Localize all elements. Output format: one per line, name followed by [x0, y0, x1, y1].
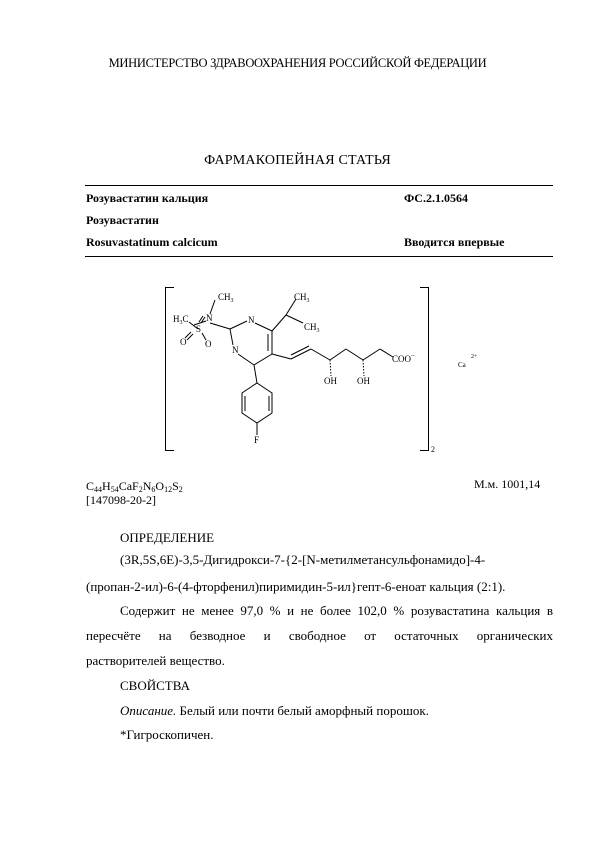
- fluorine-label: F: [254, 435, 260, 445]
- hydroxyl-label-2: OH: [357, 376, 370, 386]
- bonds: [185, 299, 393, 435]
- definition-line-2: (пропан-2-ил)-6-(4-фторфенил)пиримидин-5-ил}гепт-6-еноат кальция (2:1).: [86, 579, 506, 594]
- article-title: ФАРМАКОПЕЙНАЯ СТАТЬЯ: [204, 153, 391, 168]
- bracket-multiplier: 2: [431, 445, 435, 454]
- name-latin: Rosuvastatinum calcicum: [86, 235, 218, 249]
- molar-mass: М.м. 1001,14: [474, 477, 541, 491]
- calcium-label: Ca: [458, 361, 466, 369]
- description: [120, 700, 429, 722]
- carboxylate-label: COO−: [392, 352, 415, 364]
- hygroscopic-note: *Гигроскопичен.: [120, 727, 214, 742]
- oxygen-label-1: O: [180, 337, 187, 347]
- ministry-header: МИНИСТЕРСТВО ЗДРАВООХРАНЕНИЯ РОССИЙСКОЙ ФЕДЕРАЦИИ: [108, 56, 487, 70]
- properties-heading: СВОЙСТВА: [120, 678, 190, 693]
- sulfur-label: S: [196, 324, 202, 334]
- isopropyl-ch3-top: $CH_3$: [294, 292, 310, 304]
- isopropyl-ch3-right: $CH_3$: [304, 322, 320, 334]
- molecular-formula: $C_{44}H_{54}CaF_2N_6O_{12}S_2$: [86, 479, 183, 494]
- name-ru: Розувастатин: [86, 213, 159, 227]
- description-label: Описание.: [120, 703, 177, 718]
- structural-formula: [170, 285, 470, 455]
- divider-bottom: [85, 256, 553, 257]
- monograph-code: ФС.2.1.0564: [404, 191, 468, 205]
- ch3-top-label: $CH_3$: [218, 292, 234, 304]
- divider-top: [85, 185, 553, 186]
- calcium-charge: 2+: [471, 354, 478, 360]
- definition-line-1: (3R,5S,6E)-3,5-Дигидрокси-7-{2-[N-метилметансульфонамидо]-4-: [120, 552, 486, 567]
- content-line-2: пересчёте на безводное и свободное от остаточных органических: [86, 628, 553, 643]
- h3c-label: $H_3C$: [173, 314, 189, 326]
- introduced-note: Вводится впервые: [404, 235, 505, 249]
- description-text: Белый или почти белый аморфный порошок.: [176, 703, 429, 718]
- cas-number: [147098-20-2]: [86, 493, 156, 507]
- content-line-1: Содержит не менее 97,0 % и не более 102,0 % розувастатина кальция в: [120, 603, 553, 618]
- hydroxyl-label-1: OH: [324, 376, 337, 386]
- definition-heading: ОПРЕДЕЛЕНИЕ: [120, 530, 215, 545]
- content-line-3: растворителей вещество.: [86, 653, 225, 668]
- name-ru-salt: Розувастатин кальция: [86, 191, 209, 205]
- oxygen-label-2: O: [205, 339, 212, 349]
- ring-n-upper-label: N: [248, 315, 255, 325]
- ring-n-lower-label: N: [232, 345, 239, 355]
- n-methyl-label: N: [206, 313, 213, 323]
